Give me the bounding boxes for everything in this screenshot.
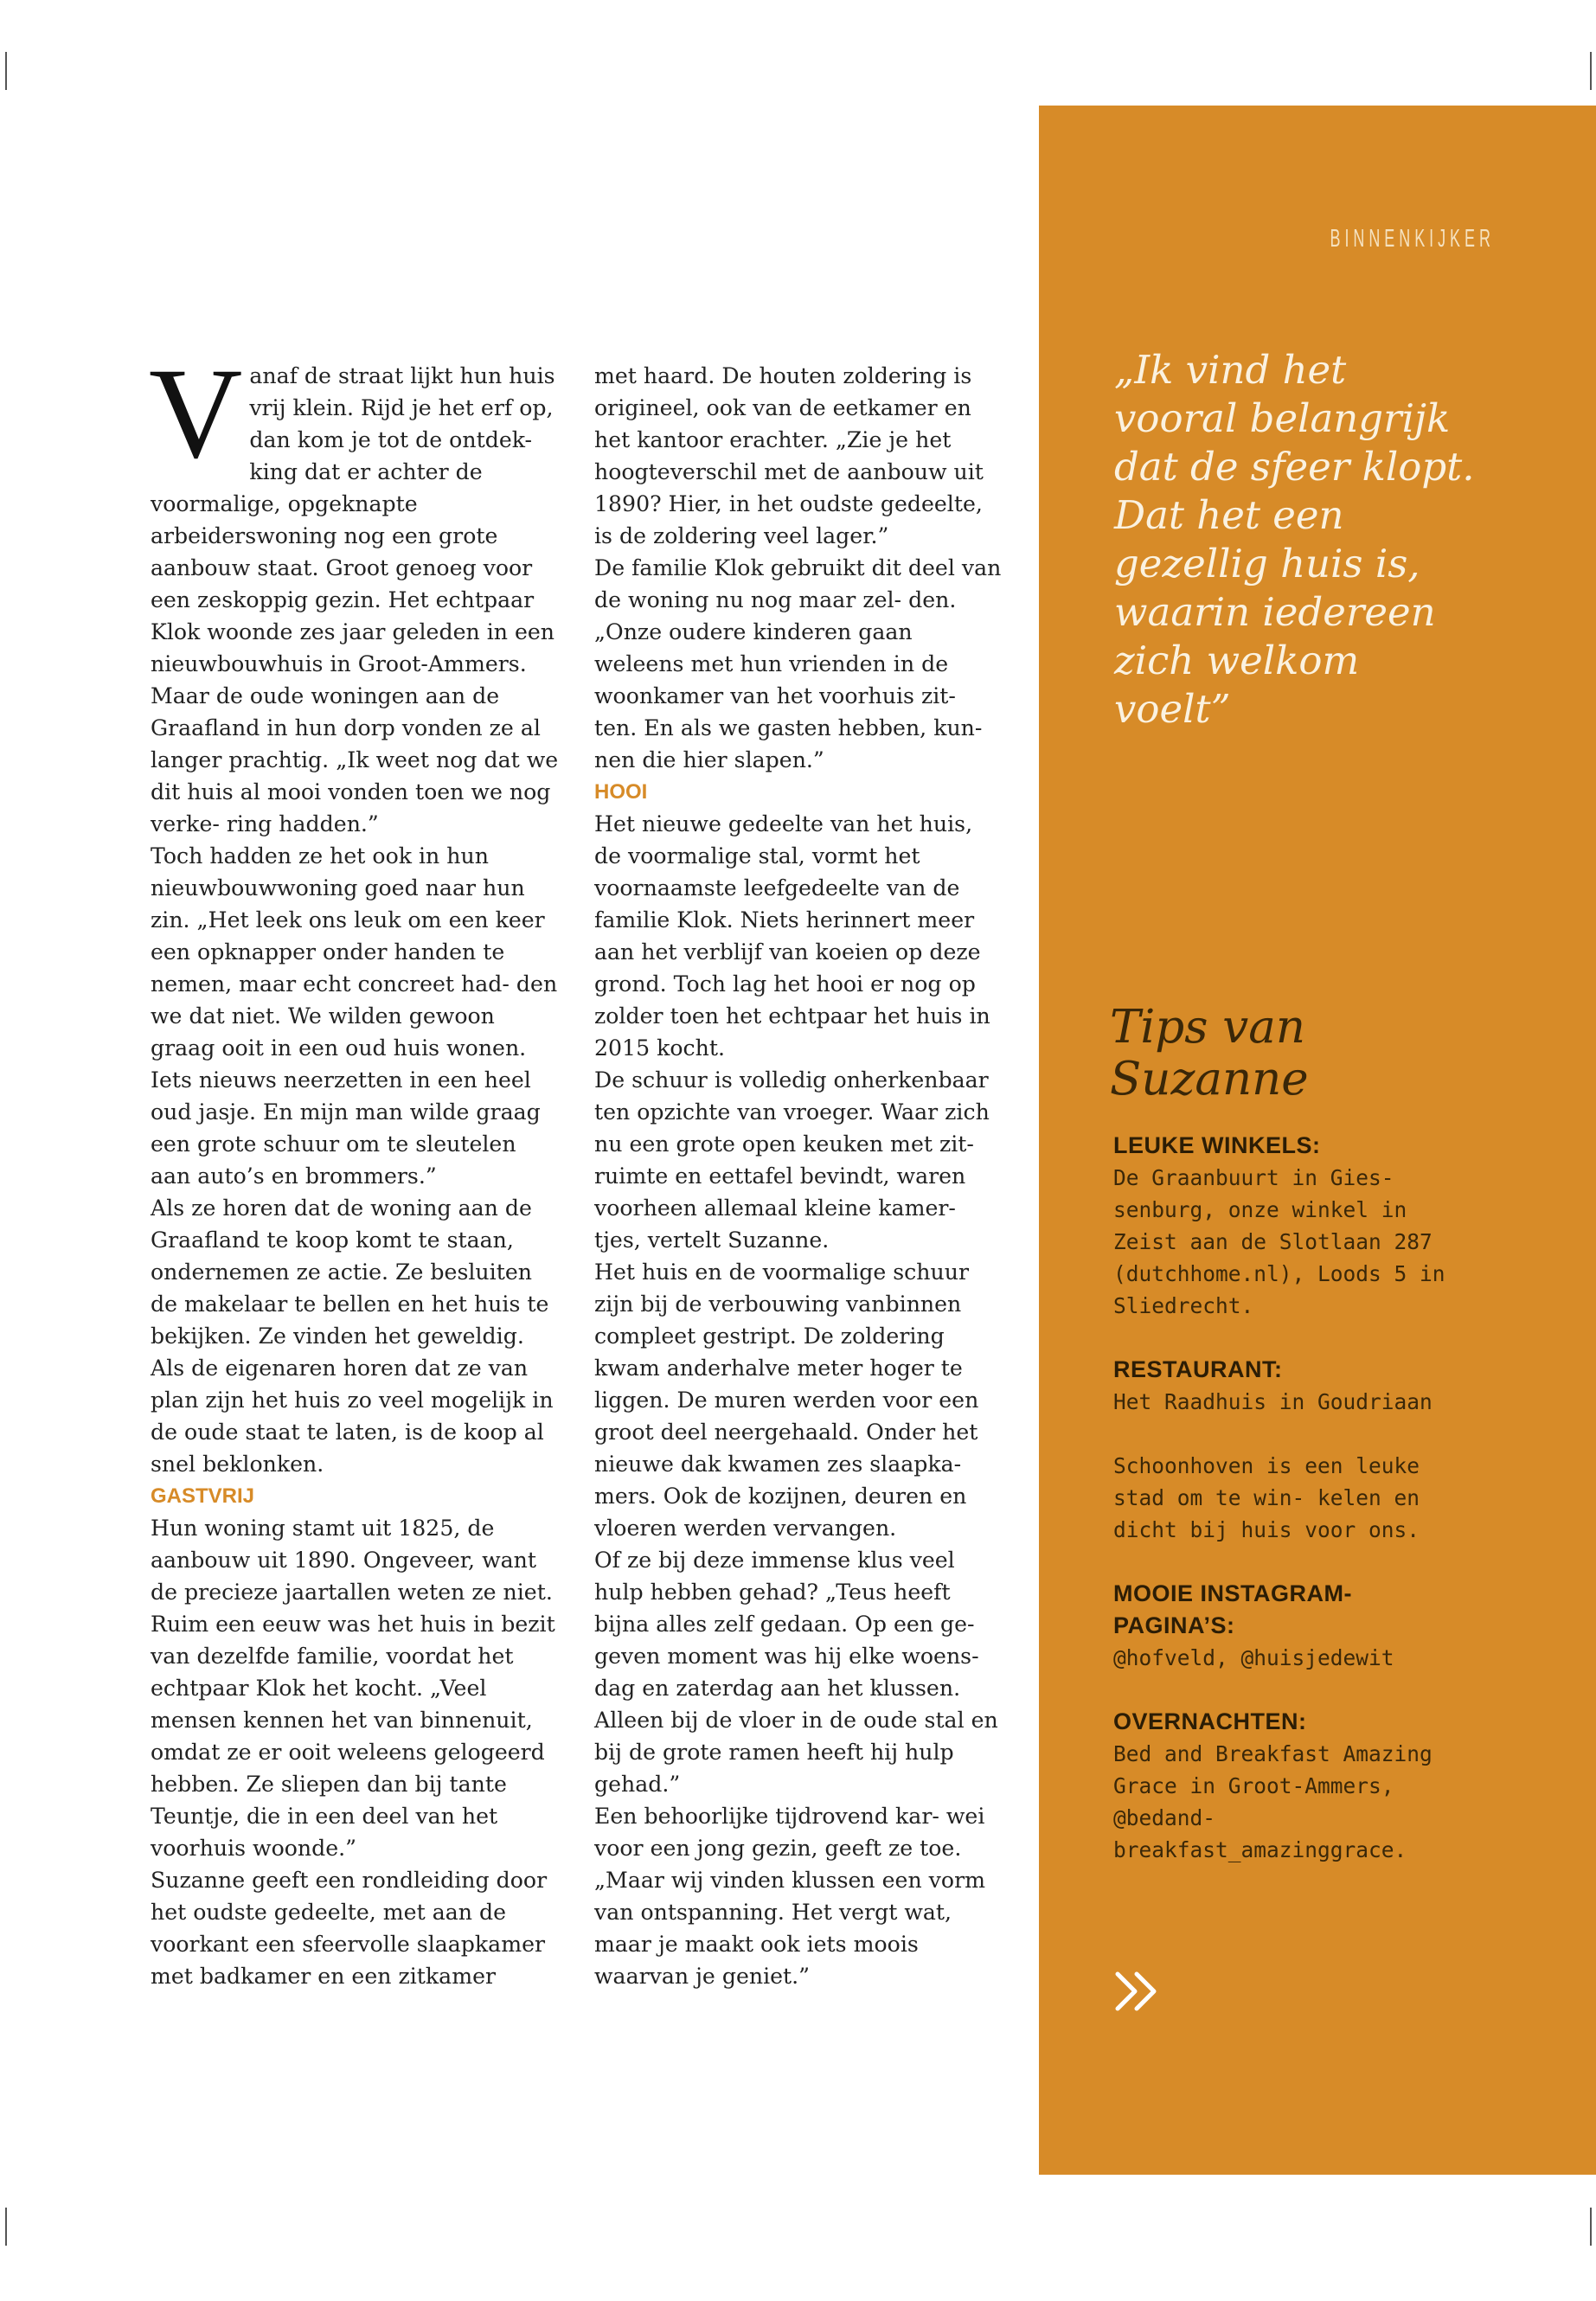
section-label: BINNENKIJKER bbox=[1330, 225, 1495, 253]
crop-mark-bottom-left bbox=[5, 2208, 7, 2246]
tips-title-line-1: Tips van bbox=[1110, 1001, 1305, 1054]
tip-town bbox=[1113, 1450, 1477, 1546]
subhead-hooi: HOOI bbox=[594, 780, 648, 804]
paragraph: Als ze horen dat de woning aan de Graafland te koop komt te staan, ondernemen ze actie. Ze besluiten de makelaar te bellen en het huis te bekijken. Ze vinden het geweldig. Als de eigenaren horen dat ze van plan zijn het huis zo veel mogelijk in de oude staat te laten, is de koop al snel beklonken. bbox=[151, 1195, 554, 1477]
tip-text: @hofveld, @huisjedewit bbox=[1113, 1645, 1394, 1670]
tip-text: Schoonhoven is een leuke stad om te win- kelen en dicht bij huis voor ons. bbox=[1113, 1453, 1420, 1542]
pull-quote: „Ik vind het vooral belangrijk dat de sfeer klopt. Dat het een gezellig huis is, waarin iedereen zich welkom voelt” bbox=[1114, 347, 1475, 732]
crop-mark-top-right bbox=[1590, 52, 1592, 90]
article-column-2 bbox=[594, 360, 1003, 1992]
article-column-1 bbox=[149, 342, 559, 1992]
paragraph: Toch hadden ze het ook in hun nieuwbouwwoning goed naar hun zin. „Het leek ons leuk om een keer een opknapper onder handen te nemen, maar echt concreet had- den we dat niet. We wilden gewoon graag ooit in een oud huis wonen. Iets nieuws neerzetten in een heel oud jasje. En mijn man wilde graag een grote schuur om te sleutelen aan auto’s en brommers.” bbox=[151, 843, 558, 1189]
tip-text: De Graanbuurt in Gies- senburg, onze winkel in Zeist aan de Slotlaan 287 (dutchhome.nl), Loods 5 in Sliedrecht. bbox=[1113, 1165, 1445, 1318]
crop-mark-top-left bbox=[5, 52, 7, 90]
paragraph: Hun woning stamt uit 1825, de aanbouw uit 1890. Ongeveer, want de precieze jaartallen weten ze niet. Ruim een eeuw was het huis in bezit van dezelfde familie, voordat het echtpaar Klok het kocht. „Veel mensen kennen het van binnenuit, omdat ze er ooit weleens gelogeerd hebben. Ze sliepen dan bij tante Teuntje, die in een deel van het voorhuis woonde.” bbox=[151, 1516, 555, 1861]
double-chevron-right-icon bbox=[1112, 1969, 1168, 2014]
tip-heading: RESTAURANT: bbox=[1113, 1356, 1283, 1382]
drop-cap: V bbox=[149, 342, 243, 485]
paragraph: Of ze bij deze immense klus veel hulp hebben gehad? „Teus heeft bijna alles zelf gedaan. Op een ge- geven moment was hij elke woens- dag en zaterdag aan het klussen. Alleen bij de vloer in de oude stal en bij de grote ramen heeft hij hulp gehad.” bbox=[594, 1548, 998, 1797]
tips-title-line-2: Suzanne bbox=[1110, 1053, 1309, 1106]
crop-mark-bottom-right bbox=[1590, 2208, 1592, 2246]
tips-list bbox=[1113, 1130, 1477, 1898]
paragraph: De familie Klok gebruikt dit deel van de woning nu nog maar zel- den. „Onze oudere kinderen gaan weleens met hun vrienden in de woonkamer van het voorhuis zit- ten. En als we gasten hebben, kun- nen die hier slapen.” bbox=[594, 555, 1002, 772]
paragraph: De schuur is volledig onherkenbaar ten opzichte van vroeger. Waar zich nu een grote open keuken met zit- ruimte en eettafel bevindt, waren voorheen allemaal kleine kamer- tjes, vertelt Suzanne. bbox=[594, 1067, 990, 1253]
paragraph: met haard. De houten zoldering is origineel, ook van de eetkamer en het kantoor erachter. „Zie je het hoogteverschil met de aanbouw uit 1890? Hier, in het oudste gedeelte, is de zoldering veel lager.” bbox=[594, 363, 984, 548]
paragraph: Suzanne geeft een rondleiding door het oudste gedeelte, met aan de voorkant een sfeervolle slaapkamer met badkamer en een zitkamer bbox=[151, 1868, 548, 1989]
tips-title bbox=[1110, 1002, 1473, 1106]
tip-stay bbox=[1113, 1706, 1477, 1866]
tip-heading: MOOIE INSTAGRAM- PAGINA’S: bbox=[1113, 1580, 1352, 1638]
tip-text: Bed and Breakfast Amazing Grace in Groot-Ammers, @bedand- breakfast_amazinggrace. bbox=[1113, 1741, 1433, 1862]
tip-heading: OVERNACHTEN: bbox=[1113, 1708, 1307, 1734]
subhead-gastvrij: GASTVRIJ bbox=[151, 1484, 255, 1508]
tip-shops bbox=[1113, 1130, 1477, 1322]
paragraph-text: anaf de straat lijkt hun huis vrij klein. Rijd je het erf op, dan kom je tot de ontdek- king dat er achter de voormalige, opgeknapte arbeiderswoning nog een grote aanbouw staat. Groot genoeg voor een zeskoppig gezin. Het echtpaar Klok woonde zes jaar geleden in een nieuwbouwhuis in Groot-Ammers. Maar de oude woningen aan de Graafland in hun dorp vonden ze al langer prachtig. „Ik weet nog dat we dit huis al mooi vonden toen we nog verke- ring hadden.” bbox=[151, 363, 559, 836]
tip-restaurant bbox=[1113, 1354, 1477, 1418]
paragraph: Een behoorlijke tijdrovend kar- wei voor een jong gezin, geeft ze toe. „Maar wij vinden klussen een vorm van ontspanning. Het vergt wat, maar je maakt ook iets moois waarvan je geniet.” bbox=[594, 1804, 985, 1989]
tip-text: Het Raadhuis in Goudriaan bbox=[1113, 1389, 1433, 1414]
paragraph: Het huis en de voormalige schuur zijn bij de verbouwing vanbinnen compleet gestript. De zoldering kwam anderhalve meter hoger te liggen. De muren werden voor een groot deel neergehaald. Onder het nieuwe dak kwamen zes slaapka- mers. Ook de kozijnen, deuren en vloeren werden vervangen. bbox=[594, 1259, 979, 1541]
tip-heading: LEUKE WINKELS: bbox=[1113, 1132, 1321, 1158]
intro-paragraph bbox=[149, 342, 559, 840]
tip-instagram bbox=[1113, 1578, 1477, 1674]
paragraph: Het nieuwe gedeelte van het huis, de voormalige stal, vormt het voornaamste leefgedeelte van de familie Klok. Niets herinnert meer aan het verblijf van koeien op deze grond. Toch lag het hooi er nog op zolder toen het echtpaar het huis in 2015 kocht. bbox=[594, 811, 990, 1061]
